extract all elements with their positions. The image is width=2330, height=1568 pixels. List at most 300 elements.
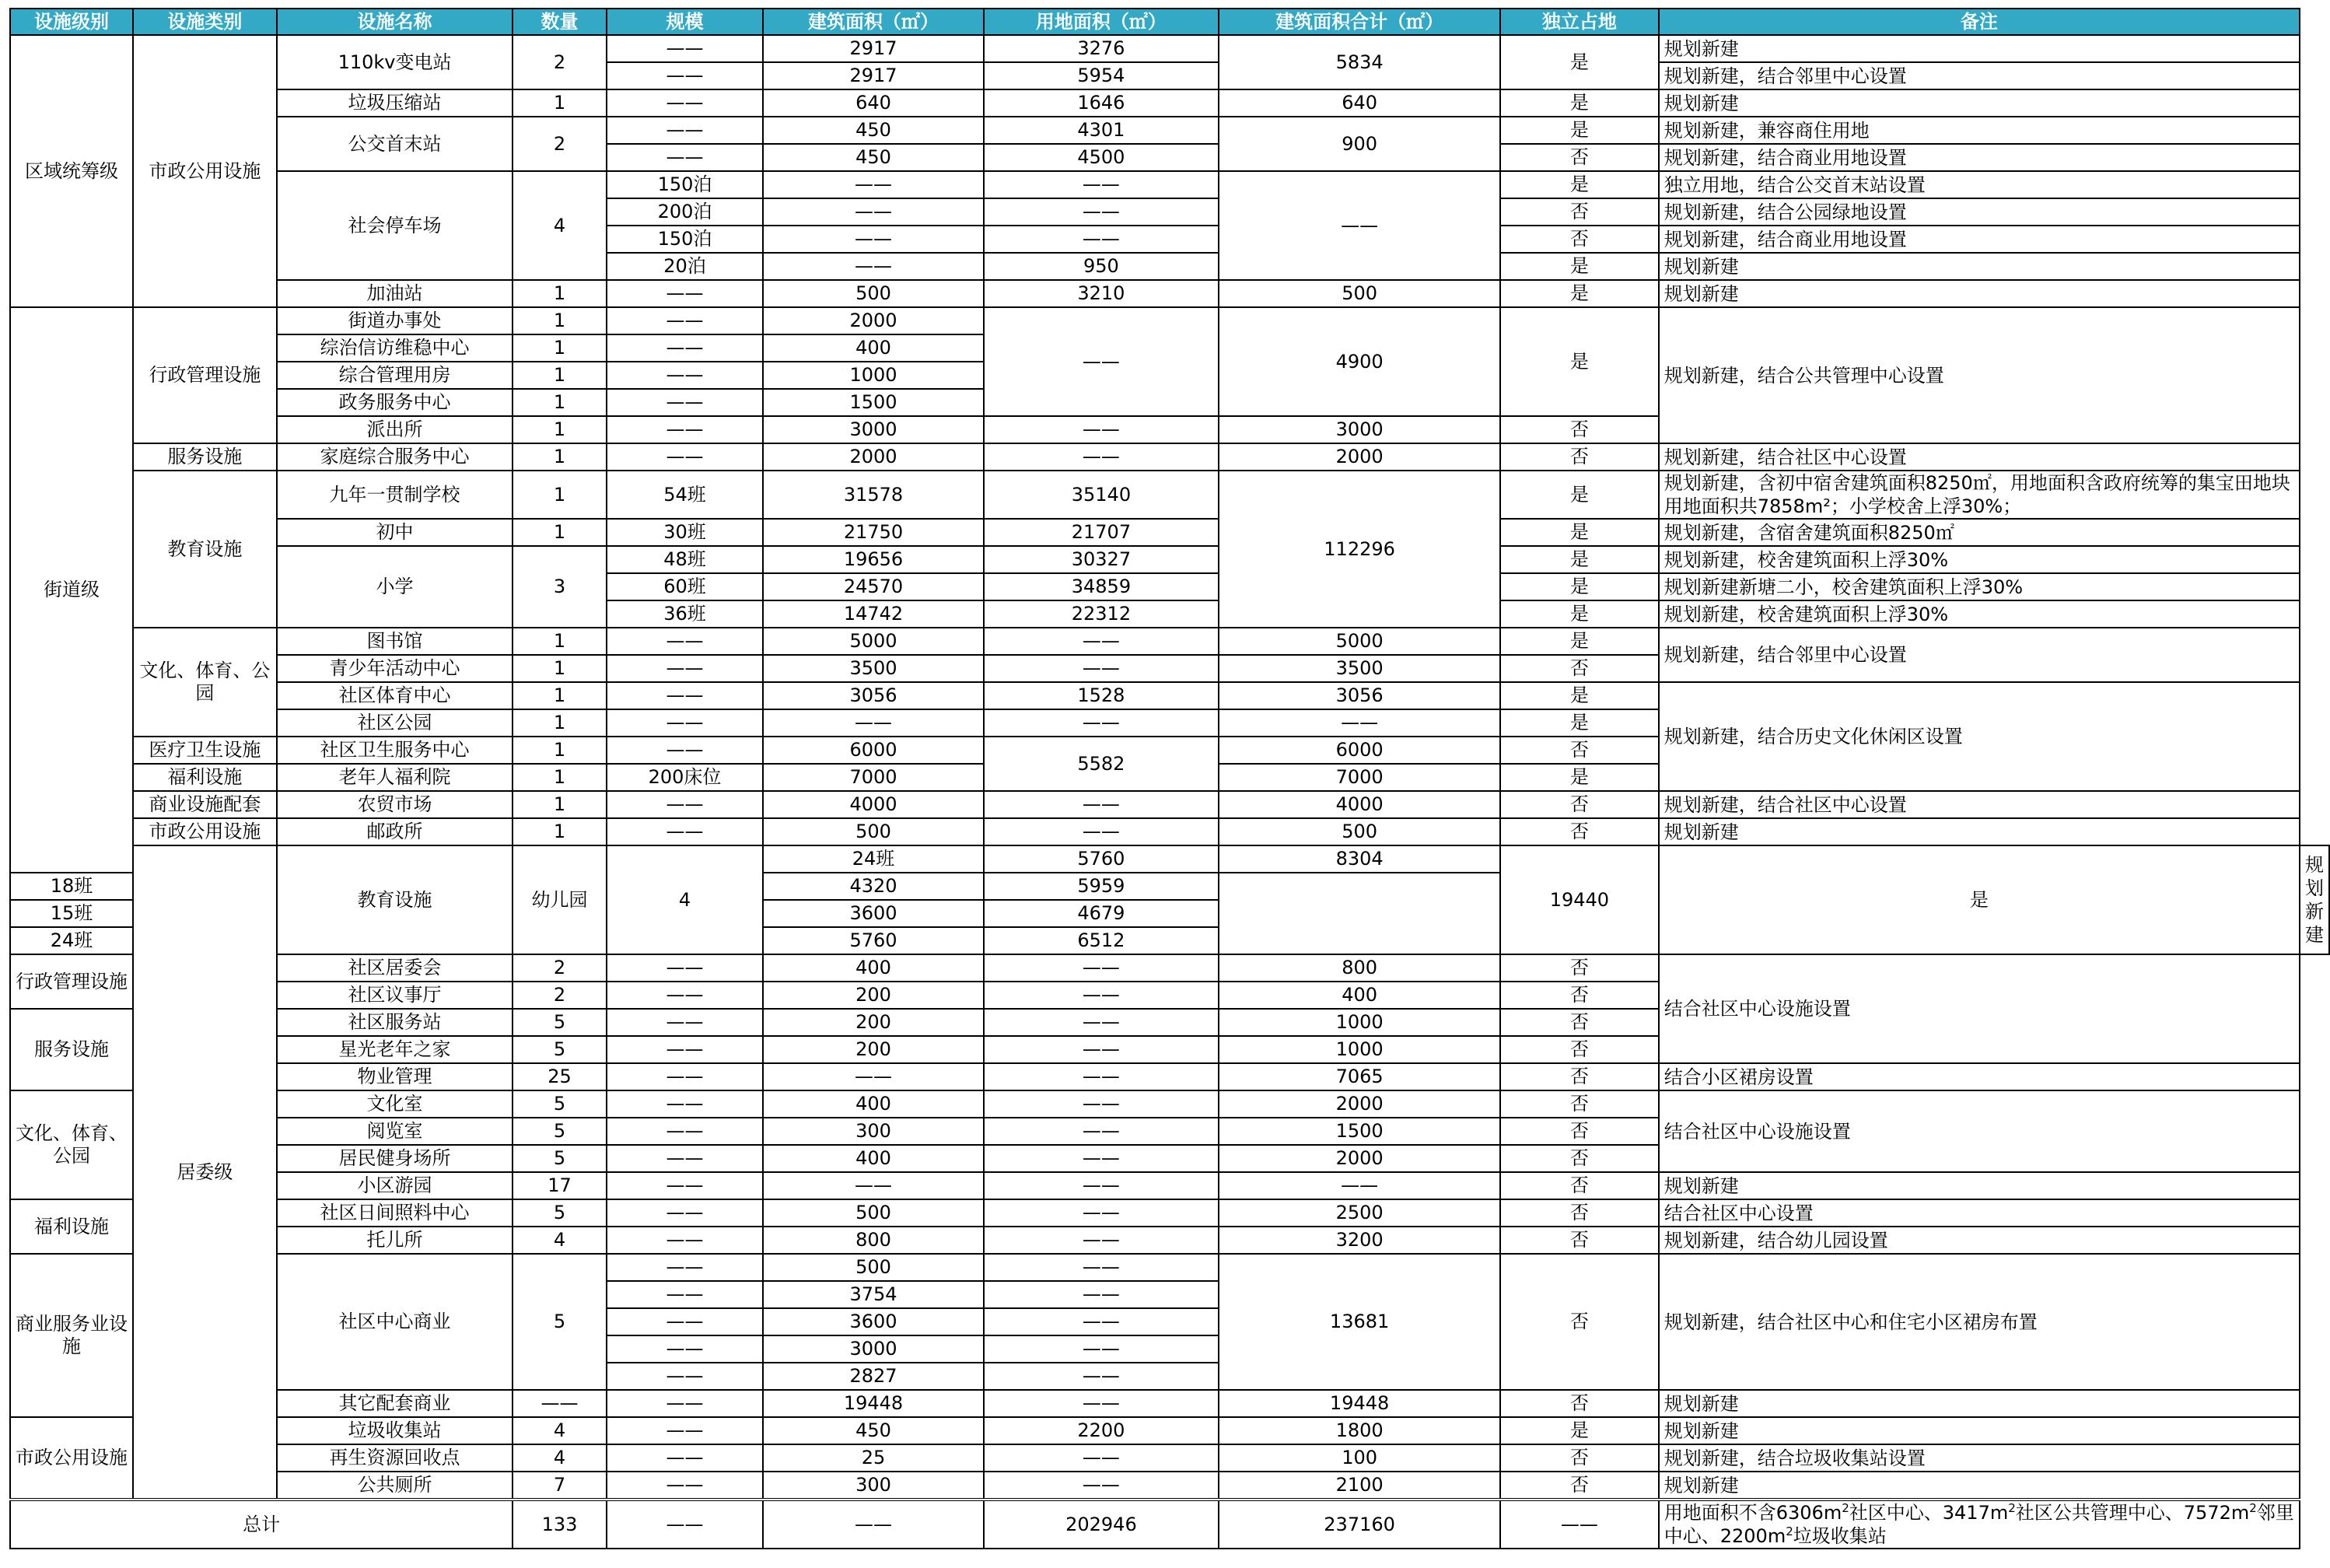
note-part: 垃圾收集站: [1793, 1525, 1887, 1547]
scale: ——: [607, 89, 764, 117]
total-label: 总计: [10, 1500, 513, 1549]
superscript: 2: [1842, 1501, 1849, 1515]
area-total: 19448: [1219, 1390, 1500, 1417]
scale: 60班: [607, 573, 764, 600]
scale: ——: [607, 655, 764, 682]
quantity: 2: [513, 117, 606, 171]
area-total: 3056: [1219, 682, 1500, 709]
facility-name: 公交首末站: [277, 117, 513, 171]
scale: 24班: [763, 845, 983, 873]
quantity: 2: [513, 35, 606, 89]
total-building-area: 237160: [1219, 1500, 1500, 1549]
remark: 规划新建，结合商业用地设置: [1659, 226, 2300, 253]
remark: 规划新建: [1659, 280, 2300, 307]
remark: 独立用地，结合公交首末站设置: [1659, 171, 2300, 198]
remark: 规划新建，结合邻里中心设置: [1659, 62, 2300, 89]
area-total: 2100: [1219, 1472, 1500, 1500]
building-area: 3000: [763, 416, 983, 443]
building-area: 400: [763, 954, 983, 982]
table-row: [10, 1172, 2329, 1199]
scale: ——: [607, 62, 764, 89]
remark: 规划新建，兼容商住用地: [1659, 117, 2300, 144]
land-area: ——: [984, 1308, 1219, 1335]
building-area: 2917: [763, 62, 983, 89]
scale: 54班: [607, 471, 764, 519]
land-area: ——: [984, 1090, 1219, 1118]
facility-name: 社区中心商业: [277, 1254, 513, 1390]
land-area: ——: [984, 1145, 1219, 1172]
quantity: 1: [513, 737, 606, 764]
table-row: [10, 1090, 2329, 1118]
independent: 否: [1500, 1145, 1659, 1172]
scale: ——: [607, 1500, 764, 1549]
land-area: ——: [984, 226, 1219, 253]
land-area: 4301: [984, 117, 1219, 144]
area-total: 1000: [1219, 1036, 1500, 1063]
area-total: 2000: [1219, 1145, 1500, 1172]
remark: 规划新建新塘二小，校舍建筑面积上浮30%: [1659, 573, 2300, 600]
independent: 否: [1500, 226, 1659, 253]
col-header: 设施类别: [133, 9, 277, 35]
land-area: 3210: [984, 280, 1219, 307]
independent: 是: [1500, 280, 1659, 307]
quantity: 1: [513, 416, 606, 443]
facility-name: 再生资源回收点: [277, 1444, 513, 1472]
land-area: 35140: [984, 471, 1219, 519]
scale: ——: [607, 307, 764, 334]
quantity: 17: [513, 1172, 606, 1199]
independent: 否: [1500, 954, 1659, 982]
remark: 规划新建: [1659, 35, 2300, 62]
col-header: 规模: [607, 9, 764, 35]
independent: 是: [1500, 1417, 1659, 1444]
building-area: 4000: [763, 791, 983, 818]
category-cell: 服务设施: [133, 443, 277, 471]
remark: 规划新建: [1659, 818, 2300, 845]
area-total: 100: [1219, 1444, 1500, 1472]
quantity: 5: [513, 1009, 606, 1036]
land-area: ——: [984, 1472, 1219, 1500]
land-area: ——: [984, 1227, 1219, 1254]
independent: 是: [1500, 253, 1659, 280]
col-header: 建筑面积（㎡）: [763, 9, 983, 35]
facility-name: 其它配套商业: [277, 1390, 513, 1417]
building-area: 3754: [763, 1281, 983, 1308]
scale: ——: [607, 1417, 764, 1444]
area-total: 6000: [1219, 737, 1500, 764]
facility-name: 派出所: [277, 416, 513, 443]
remark: 结合社区中心设置: [1659, 1199, 2300, 1227]
area-total: 1800: [1219, 1417, 1500, 1444]
land-area: 22312: [984, 600, 1219, 628]
quantity: 1: [513, 682, 606, 709]
col-header: 设施级别: [10, 9, 133, 35]
building-area: 7000: [763, 764, 983, 791]
building-area: ——: [763, 253, 983, 280]
independent: 是: [1500, 35, 1659, 89]
scale: ——: [607, 1090, 764, 1118]
area-total: 13681: [1219, 1254, 1500, 1390]
building-area: 200: [763, 1036, 983, 1063]
facility-name: 家庭综合服务中心: [277, 443, 513, 471]
land-area: ——: [984, 1036, 1219, 1063]
scale: ——: [607, 982, 764, 1009]
table-row: [10, 791, 2329, 818]
building-area: 3056: [763, 682, 983, 709]
independent: 是: [1500, 709, 1659, 737]
scale: 48班: [607, 546, 764, 573]
building-area: 3500: [763, 655, 983, 682]
independent: 否: [1500, 1063, 1659, 1090]
independent: 是: [1500, 307, 1659, 416]
facility-name: 政务服务中心: [277, 389, 513, 416]
scale: 24班: [10, 927, 133, 954]
land-area: 3276: [984, 35, 1219, 62]
independent: 否: [1500, 982, 1659, 1009]
quantity: 1: [513, 443, 606, 471]
table-row: [10, 845, 2329, 873]
superscript: 2: [1786, 1524, 1793, 1538]
area-total: 400: [1219, 982, 1500, 1009]
category-cell: 福利设施: [10, 1199, 133, 1254]
independent: 否: [1500, 443, 1659, 471]
remark: 规划新建，结合商业用地设置: [1659, 144, 2300, 171]
remark: 结合社区中心设施设置: [1659, 954, 2300, 1063]
scale: ——: [607, 1335, 764, 1363]
independent: 是: [1500, 171, 1659, 198]
facility-name: 初中: [277, 519, 513, 546]
area-total: ——: [1219, 1172, 1500, 1199]
facility-name: 幼儿园: [513, 845, 606, 954]
independent: 是: [1500, 600, 1659, 628]
scale: ——: [607, 144, 764, 171]
building-area: 14742: [763, 600, 983, 628]
quantity: 4: [513, 1227, 606, 1254]
building-area: 5760: [984, 845, 1219, 873]
note-part: 社区中心、3417m: [1849, 1502, 2009, 1524]
land-area: ——: [984, 1172, 1219, 1199]
area-total: 2000: [1219, 443, 1500, 471]
building-area: ——: [763, 709, 983, 737]
category-cell: 商业服务业设施: [10, 1254, 133, 1417]
remark: 规划新建，含初中宿舍建筑面积8250㎡，用地面积含政府统筹的集宝田地块用地面积共7858m²；小学校舍上浮30%；: [1659, 471, 2300, 519]
building-area: 1500: [763, 389, 983, 416]
table-row: [10, 628, 2329, 655]
building-area: 300: [763, 1472, 983, 1500]
remark: 规划新建，结合垃圾收集站设置: [1659, 1444, 2300, 1472]
independent: 否: [1500, 1172, 1659, 1199]
building-area: 400: [763, 1145, 983, 1172]
area-total: 5834: [1219, 35, 1500, 89]
land-area: 21707: [984, 519, 1219, 546]
facility-name: 社区体育中心: [277, 682, 513, 709]
remark: 结合社区中心设施设置: [1659, 1090, 2300, 1172]
independent: 是: [1500, 546, 1659, 573]
area-total: 3000: [1219, 416, 1500, 443]
scale: ——: [607, 1281, 764, 1308]
area-total: 7065: [1219, 1063, 1500, 1090]
scale: ——: [607, 1227, 764, 1254]
quantity: 2: [513, 954, 606, 982]
building-area: 6000: [763, 737, 983, 764]
remark: 规划新建，结合幼儿园设置: [1659, 1227, 2300, 1254]
facility-name: 居民健身场所: [277, 1145, 513, 1172]
area-total: 2500: [1219, 1199, 1500, 1227]
independent: 是: [1500, 89, 1659, 117]
facility-name: 图书馆: [277, 628, 513, 655]
facility-name: 青少年活动中心: [277, 655, 513, 682]
area-total: 5000: [1219, 628, 1500, 655]
independent: 是: [1500, 573, 1659, 600]
facility-name: 社区日间照料中心: [277, 1199, 513, 1227]
category-cell: 市政公用设施: [133, 35, 277, 307]
land-area: 4500: [984, 144, 1219, 171]
facility-name: 综治信访维稳中心: [277, 334, 513, 362]
building-area: ——: [763, 226, 983, 253]
quantity: 4: [513, 171, 606, 280]
scale: ——: [607, 1363, 764, 1390]
scale: ——: [607, 35, 764, 62]
independent: 否: [1500, 737, 1659, 764]
scale: 30班: [607, 519, 764, 546]
land-area: ——: [984, 1281, 1219, 1308]
quantity: 1: [513, 334, 606, 362]
scale: ——: [607, 737, 764, 764]
scale: 200泊: [607, 198, 764, 226]
category-cell: 服务设施: [10, 1009, 133, 1090]
building-area: 3600: [763, 900, 983, 927]
scale: ——: [607, 1009, 764, 1036]
area-total: 7000: [1219, 764, 1500, 791]
land-area: ——: [984, 818, 1219, 845]
scale: ——: [607, 443, 764, 471]
facility-name: 小区游园: [277, 1172, 513, 1199]
scale: ——: [607, 682, 764, 709]
independent: 是: [1500, 117, 1659, 144]
table-row: [10, 471, 2329, 519]
building-area: 200: [763, 1009, 983, 1036]
remark: 规划新建，结合社区中心设置: [1659, 443, 2300, 471]
area-total: 1500: [1219, 1118, 1500, 1145]
building-area: 450: [763, 1417, 983, 1444]
level-cell: 居委级: [133, 845, 277, 1500]
building-area: ——: [763, 1063, 983, 1090]
building-area: ——: [763, 1172, 983, 1199]
remark: 规划新建，结合邻里中心设置: [1659, 628, 2300, 682]
independent: 是: [1500, 519, 1659, 546]
remark: 规划新建: [1659, 1172, 2300, 1199]
category-cell: 行政管理设施: [133, 307, 277, 443]
independent: 否: [1500, 1254, 1659, 1390]
facility-name: 老年人福利院: [277, 764, 513, 791]
building-area: 450: [763, 144, 983, 171]
scale: ——: [607, 1118, 764, 1145]
facility-table: [9, 8, 2330, 1549]
land-area: ——: [984, 1199, 1219, 1227]
table-row: [10, 1254, 2329, 1281]
facility-name: 社区居委会: [277, 954, 513, 982]
facility-name: 社区议事厅: [277, 982, 513, 1009]
quantity: 1: [513, 628, 606, 655]
remark: 规划新建，结合社区中心和住宅小区裙房布置: [1659, 1254, 2300, 1390]
building-area: 19656: [763, 546, 983, 573]
scale: ——: [607, 1063, 764, 1090]
col-header: 建筑面积合计（㎡）: [1219, 9, 1500, 35]
land-area: ——: [984, 171, 1219, 198]
superscript: 2: [2008, 1501, 2016, 1515]
building-area: 2000: [763, 307, 983, 334]
table-row: [10, 35, 2329, 62]
quantity: 7: [513, 1472, 606, 1500]
building-area: 800: [763, 1227, 983, 1254]
facility-name: 托儿所: [277, 1227, 513, 1254]
building-area: 500: [763, 1199, 983, 1227]
facility-name: 社区公园: [277, 709, 513, 737]
remark: 规划新建，结合社区中心设置: [1659, 791, 2300, 818]
total-quantity: 133: [513, 1500, 606, 1549]
building-area: 450: [763, 117, 983, 144]
quantity: 5: [513, 1254, 606, 1390]
quantity: 1: [513, 280, 606, 307]
land-area: 1646: [984, 89, 1219, 117]
independent: 是: [1500, 471, 1659, 519]
quantity: 1: [513, 519, 606, 546]
table-row: [10, 1444, 2329, 1472]
area-total: ——: [1219, 709, 1500, 737]
building-area: 5760: [763, 927, 983, 954]
building-area: 400: [763, 1090, 983, 1118]
facility-name: 110kv变电站: [277, 35, 513, 89]
independent: 是: [1659, 845, 2300, 954]
col-header: 用地面积（㎡）: [984, 9, 1219, 35]
facility-name: 垃圾压缩站: [277, 89, 513, 117]
quantity: ——: [513, 1390, 606, 1417]
scale: 18班: [10, 873, 133, 900]
area-total: 2000: [1219, 1090, 1500, 1118]
land-area: ——: [984, 1254, 1219, 1281]
table-row: [10, 280, 2329, 307]
land-area: ——: [984, 1063, 1219, 1090]
independent: 否: [1500, 1390, 1659, 1417]
scale: ——: [607, 1308, 764, 1335]
building-area: 3000: [763, 1335, 983, 1363]
category-cell: 福利设施: [133, 764, 277, 791]
independent: 否: [1500, 1036, 1659, 1063]
building-area: ——: [763, 198, 983, 226]
total-remark: [1659, 1500, 2300, 1549]
independent: 是: [1500, 764, 1659, 791]
table-row: [10, 954, 2329, 982]
remark: 规划新建: [1659, 1417, 2300, 1444]
facility-name: 文化室: [277, 1090, 513, 1118]
quantity: 25: [513, 1063, 606, 1090]
land-area: 2200: [984, 1417, 1219, 1444]
building-area: 2827: [763, 1363, 983, 1390]
land-area: ——: [984, 416, 1219, 443]
facility-name: 阅览室: [277, 1118, 513, 1145]
independent: 否: [1500, 144, 1659, 171]
independent: 否: [1500, 818, 1659, 845]
area-total: 19440: [1500, 845, 1659, 954]
building-area: 19448: [763, 1390, 983, 1417]
land-area: 4679: [984, 900, 1219, 927]
quantity: 4: [513, 1417, 606, 1444]
building-area: ——: [763, 171, 983, 198]
col-header: 备注: [1659, 9, 2300, 35]
scale: ——: [607, 1254, 764, 1281]
land-area: 5582: [984, 737, 1219, 791]
category-cell: 行政管理设施: [10, 954, 133, 1009]
quantity: 1: [513, 471, 606, 519]
scale: ——: [607, 117, 764, 144]
remark: 规划新建，结合公园绿地设置: [1659, 198, 2300, 226]
quantity: 1: [513, 655, 606, 682]
scale: ——: [607, 334, 764, 362]
building-area: 640: [763, 89, 983, 117]
area-total: 112296: [1219, 471, 1500, 628]
scale: ——: [607, 709, 764, 737]
quantity: 3: [513, 546, 606, 628]
quantity: 5: [513, 1036, 606, 1063]
independent: 否: [1500, 198, 1659, 226]
scale: 150泊: [607, 171, 764, 198]
scale: 15班: [10, 900, 133, 927]
table-row: [10, 171, 2329, 198]
land-area: 30327: [984, 546, 1219, 573]
area-total: 900: [1219, 117, 1500, 171]
remark: 规划新建，含宿舍建筑面积8250㎡: [1659, 519, 2300, 546]
quantity: 1: [513, 709, 606, 737]
note-part: 邻里中心、2200m: [1664, 1502, 2294, 1547]
scale: 20泊: [607, 253, 764, 280]
building-area: 4320: [763, 873, 983, 900]
building-area: 31578: [763, 471, 983, 519]
land-area: ——: [984, 954, 1219, 982]
land-area: ——: [984, 982, 1219, 1009]
scale: ——: [607, 389, 764, 416]
area-total: ——: [1219, 171, 1500, 280]
total-row: [10, 1500, 2329, 1549]
category-cell: 医疗卫生设施: [133, 737, 277, 764]
remark: 规划新建，校舍建筑面积上浮30%: [1659, 600, 2300, 628]
land-area: 1528: [984, 682, 1219, 709]
facility-name: 小学: [277, 546, 513, 628]
land-area: ——: [984, 307, 1219, 416]
area-total: 640: [1219, 89, 1500, 117]
independent: 否: [1500, 1199, 1659, 1227]
land-area: ——: [984, 198, 1219, 226]
area-total: 3500: [1219, 655, 1500, 682]
facility-name: 加油站: [277, 280, 513, 307]
table-row: [10, 519, 2329, 546]
facility-name: 垃圾收集站: [277, 1417, 513, 1444]
table-row: [10, 818, 2329, 845]
remark: 结合小区裙房设置: [1659, 1063, 2300, 1090]
facility-name: 综合管理用房: [277, 362, 513, 389]
land-area: 5954: [984, 62, 1219, 89]
scale: 200床位: [607, 764, 764, 791]
building-area: 5000: [763, 628, 983, 655]
facility-name: 社区卫生服务中心: [277, 737, 513, 764]
table-row: [10, 117, 2329, 144]
land-area: ——: [984, 1118, 1219, 1145]
scale: ——: [607, 416, 764, 443]
facility-name: 九年一贯制学校: [277, 471, 513, 519]
building-area: 1000: [763, 362, 983, 389]
independent: 否: [1500, 1227, 1659, 1254]
land-area: ——: [984, 1009, 1219, 1036]
land-area: ——: [984, 443, 1219, 471]
